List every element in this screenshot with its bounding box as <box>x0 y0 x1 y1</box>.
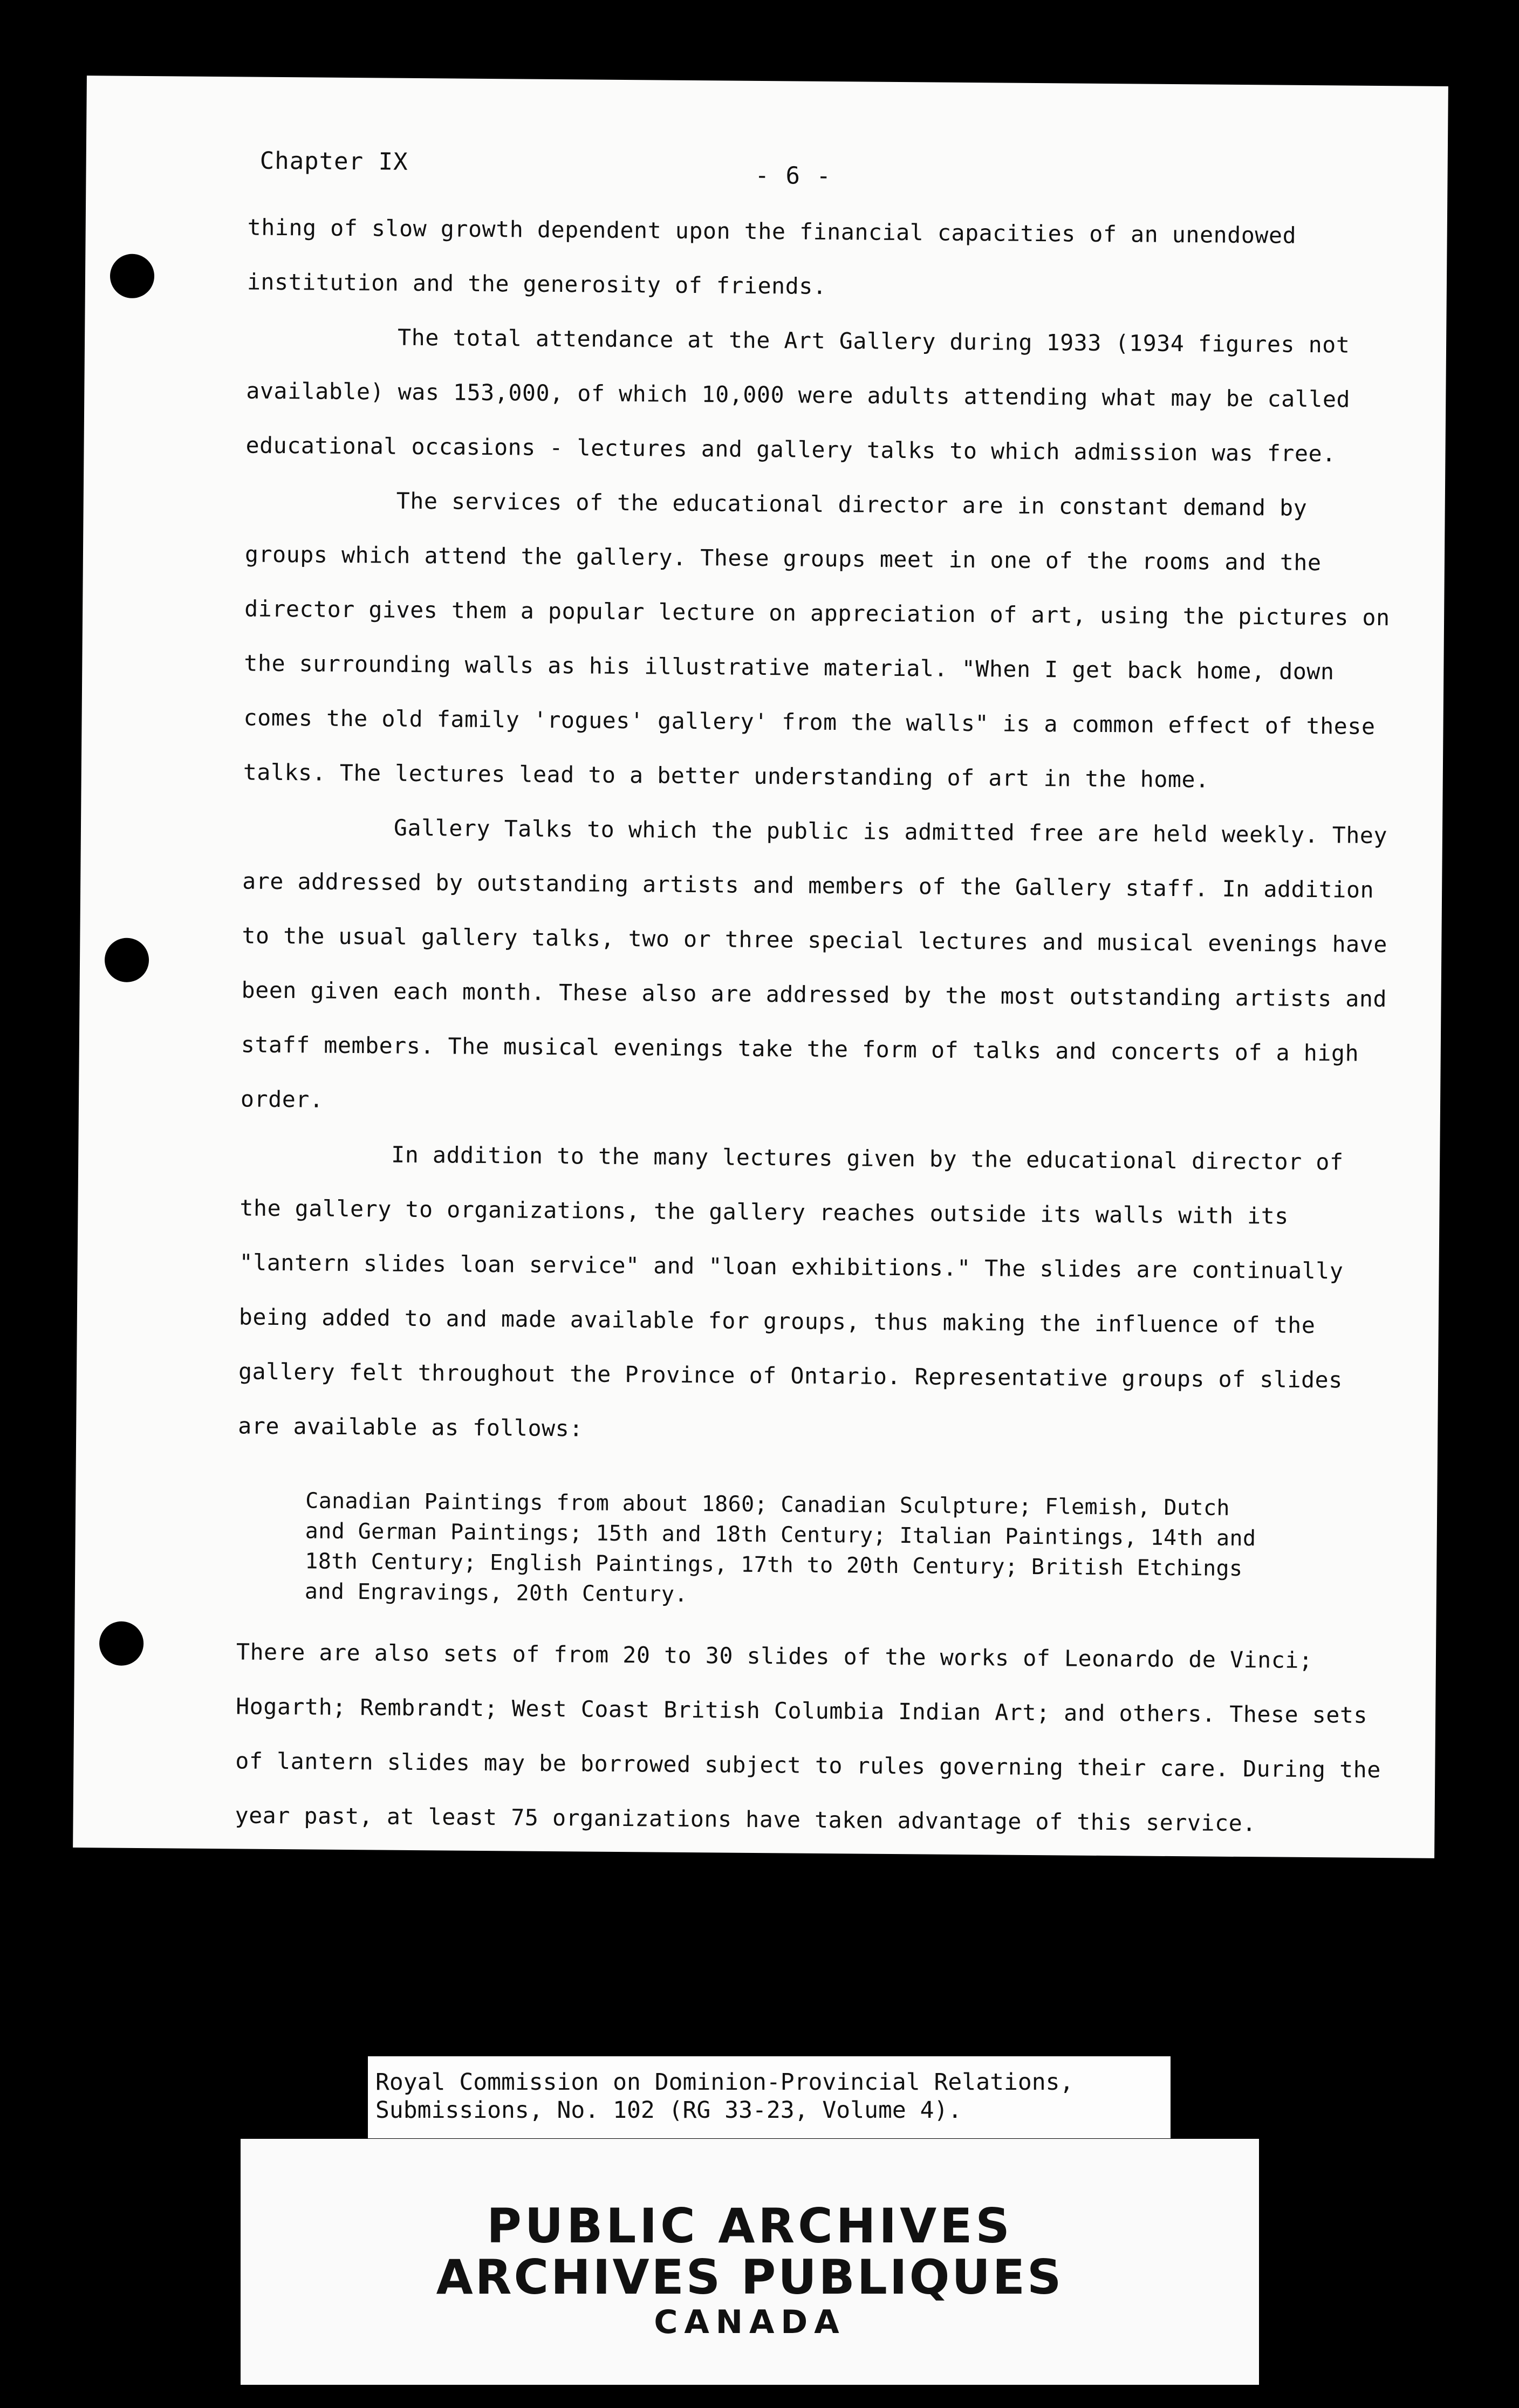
stamp-line: PUBLIC ARCHIVES <box>487 2198 1013 2254</box>
page-number: - 6 - <box>755 161 832 190</box>
slides-list-quote: Canadian Paintings from about 1860; Canadian Sculpture; Flemish, Dutch and German Paintings; 15th and 18th Century; Italian Paintings, 14th and 18th Century; English Paintings, 17th to 20th Century; British Etchings and Engravings, 20th Century. <box>304 1488 1256 1607</box>
punch-hole <box>110 254 155 298</box>
document-page <box>73 76 1448 1858</box>
paragraph: In addition to the many lectures given by the educational director of the gallery to organizations, the gallery reaches outside its walls with its "lantern slides loan service" and "loan exhibitions." The slides are continually being added to and made available for groups, thus making the influence of the gallery felt throughout the Province of Ontario. Representative groups of slides are available as follows: <box>238 1141 1344 1442</box>
archive-label-line: Submissions, No. 102 (RG 33-23, Volume 4). <box>375 2097 962 2124</box>
public-archives-stamp <box>241 2139 1259 2385</box>
paragraph: thing of slow growth dependent upon the financial capacities of an unendowed institution and the generosity of friends. <box>247 214 1297 299</box>
stamp-line: ARCHIVES PUBLIQUES <box>436 2249 1064 2305</box>
paragraph: There are also sets of from 20 to 30 slides of the works of Leonardo de Vinci; Hogarth; Rembrandt; West Coast British Columbia Indian Art; and others. These sets of lantern slides may be borrowed subject to rules governing their care. During the year past, at least 75 organizations have taken advantage of this service. <box>235 1638 1381 1837</box>
stamp-line: CANADA <box>654 2303 846 2341</box>
archive-reference-label <box>368 2056 1171 2138</box>
archive-label-line: Royal Commission on Dominion-Provincial Relations, <box>375 2069 1074 2096</box>
punch-hole <box>99 1621 144 1666</box>
paragraph: The services of the educational director are in constant demand by groups which attend the gallery. These groups meet in one of the rooms and the director gives them a popular lecture on appreciation of art, using the pictures on the surrounding walls as his illustrative material. "When I get back home, down comes the old family 'rogues' gallery' from the walls" is a common effect of these talks. The lectures lead to a better understanding of art in the home. <box>243 487 1390 793</box>
paragraph: Gallery Talks to which the public is admitted free are held weekly. They are addressed by outstanding artists and members of the Gallery staff. In addition to the usual gallery talks, two or three special lectures and musical evenings have been given each month. These also are addressed by the most outstanding artists and staff members. The musical evenings take the form of talks and concerts of a high order. <box>240 814 1388 1113</box>
chapter-heading: Chapter IX <box>259 147 408 176</box>
paragraph: The total attendance at the Art Gallery during 1933 (1934 figures not available) was 153,000, of which 10,000 were adults attending what may be called educational occasions - lectures and gallery talks to which admission was free. <box>245 324 1351 467</box>
body-text <box>235 200 1397 1851</box>
punch-hole <box>105 938 149 982</box>
